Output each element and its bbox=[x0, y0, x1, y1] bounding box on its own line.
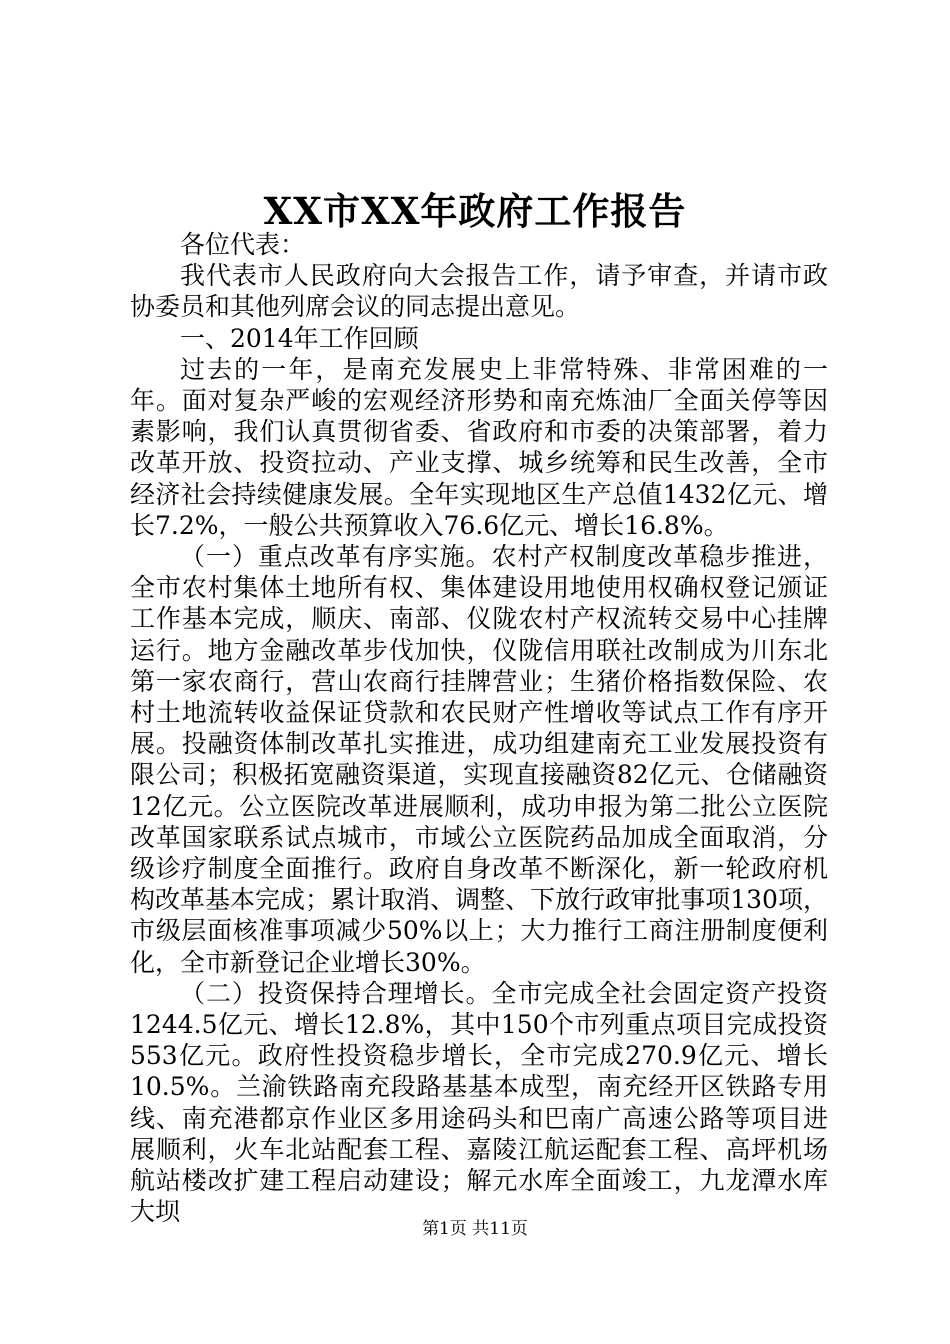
reform-paragraph: （一）重点改革有序实施。农村产权制度改革稳步推进，全市农村集体土地所有权、集体建设用地使用权确权登记颁证工作基本完成，顺庆、南部、仪陇农村产权流转交易中心挂牌运行。地方金融改革步伐加快，仪陇信用联社改制成为川东北第一家农商行，营山农商行挂牌营业；生猪价格指数保险、农村土地流转收益保证贷款和农民财产性增收等试点工作有序开展。投融资体制改革扎实推进，成功组建南充工业发展投资有限公司；积极拓宽融资渠道，实现直接融资82亿元、仓储融资12亿元。公立医院改革进展顺利，成功申报为第二批公立医院改革国家联系试点城市，市域公立医院药品加成全面取消，分级诊疗制度全面推行。政府自身改革不断深化，新一轮政府机构改革基本完成；累计取消、调整、下放行政审批事项130项，市级层面核准事项减少50%以上；大力推行工商注册制度便利化，全市新登记企业增长30%。 bbox=[130, 542, 828, 977]
review-paragraph: 过去的一年，是南充发展史上非常特殊、非常困难的一年。面对复杂严峻的宏观经济形势和南充炼油厂全面关停等因素影响，我们认真贯彻省委、省政府和市委的决策部署，着力改革开放、投资拉动、产业支撑、城乡统筹和民生改善，全市经济社会持续健康发展。全年实现地区生产总值1432亿元、增长7.2%，一般公共预算收入76.6亿元、增长16.8%。 bbox=[130, 354, 828, 540]
salutation-paragraph: 各位代表： bbox=[180, 230, 306, 259]
investment-paragraph: （二）投资保持合理增长。全市完成全社会固定资产投资1244.5亿元、增长12.8%，其中150个市列重点项目完成投资553亿元。政府性投资稳步增长，全市完成270.9亿元、增长10.5%。兰渝铁路南充段路基基本成型，南充经开区铁路专用线、南充港都京作业区多用途码头和巴南广高速公路等项目进展顺利，火车北站配套工程、嘉陵江航运配套工程、高坪机场航站楼改扩建工程启动建设；解元水库全面竣工，九龙潭水库大坝 bbox=[130, 978, 828, 1227]
intro-paragraph: 我代表市人民政府向大会报告工作，请予审查，并请市政协委员和其他列席会议的同志提出意见。 bbox=[130, 261, 828, 322]
document-body bbox=[130, 229, 828, 1228]
section-heading: 一、2014年工作回顾 bbox=[180, 323, 419, 353]
page-footer: 第1页 共11页 bbox=[422, 1219, 528, 1239]
page-title: XX市XX年政府工作报告 bbox=[263, 189, 687, 233]
